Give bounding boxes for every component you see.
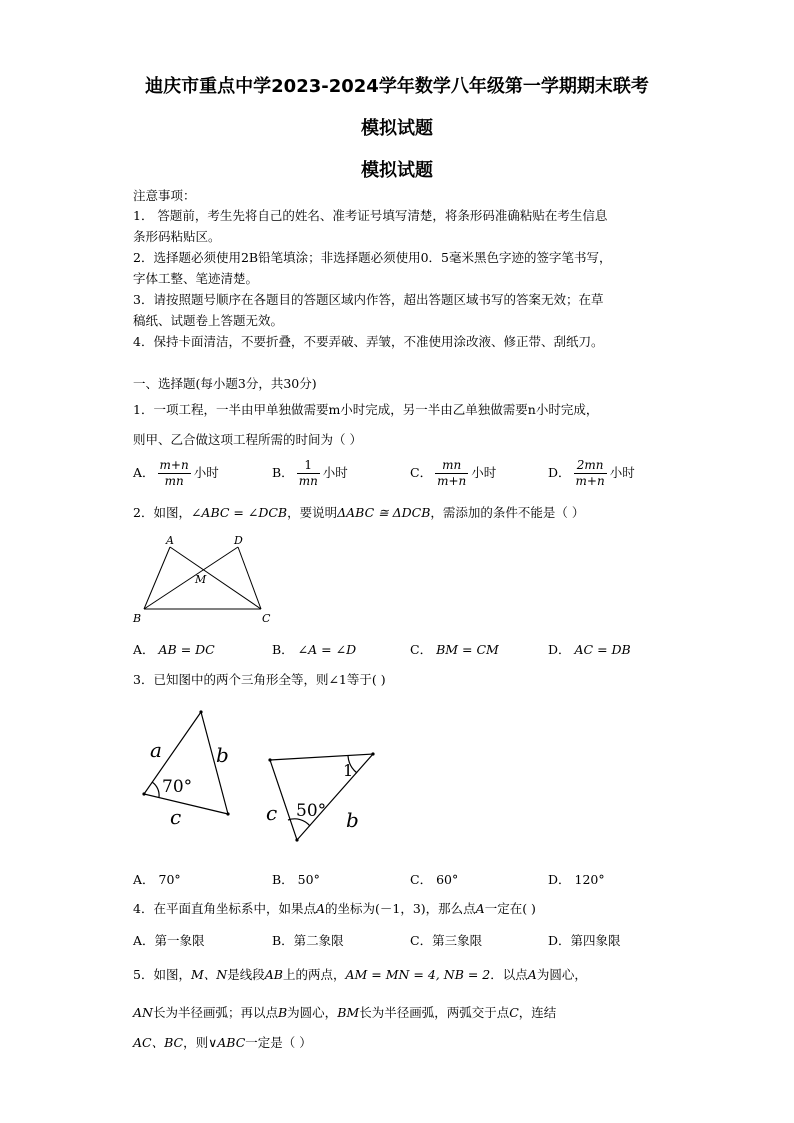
numerator: mn <box>435 458 468 474</box>
option-text: 70° <box>158 872 181 887</box>
option-text: BM = CM <box>436 642 499 657</box>
option-text: 120° <box>574 872 605 887</box>
q1-option-a[interactable] <box>133 458 219 489</box>
segment-dc <box>238 547 261 609</box>
label-b: B <box>133 612 142 625</box>
exam-subtitle-1: 模拟试题 <box>361 118 433 139</box>
note-3a: 3．请按照题号顺序在各题目的答题区域内作答，超出答题区域书写的答案无效；在草 <box>133 292 604 307</box>
exam-title: 迪庆市重点中学2023-2024学年数学八年级第一学期期末联考 <box>145 76 649 97</box>
angle-arc-70 <box>152 782 159 797</box>
option-text: AB = DC <box>158 642 215 657</box>
math: AB <box>264 967 283 982</box>
option-label: C． <box>410 642 433 657</box>
notes-heading: 注意事项： <box>133 188 196 203</box>
label-d: D <box>234 534 243 547</box>
q2-figure <box>128 532 278 627</box>
q4-mid: 的坐标为(－1，3)，那么点 <box>325 901 476 916</box>
numerator: 1 <box>297 458 320 474</box>
math: AN <box>133 1005 153 1020</box>
text: 长为半径画弧；再以点 <box>152 1005 278 1020</box>
option-label: A． <box>133 465 155 480</box>
math: AC、BC <box>133 1035 184 1050</box>
q3-option-b[interactable] <box>272 870 320 888</box>
option-text: 50° <box>297 872 320 887</box>
q5-line-1 <box>133 967 587 983</box>
q1-option-c[interactable] <box>410 458 496 489</box>
q5-line-3 <box>133 1035 312 1051</box>
fraction <box>435 458 468 489</box>
q2-pre: 2．如图， <box>133 505 191 520</box>
q2-option-c[interactable] <box>410 640 499 658</box>
label-c: C <box>262 612 271 625</box>
text: 上的两点， <box>282 967 346 982</box>
option-label: A． <box>133 642 155 657</box>
option-label: B． <box>272 465 294 480</box>
fraction <box>574 458 607 489</box>
side-b2-label: b <box>346 808 359 832</box>
q2-option-a[interactable] <box>133 640 215 658</box>
q1-option-b[interactable] <box>272 458 348 489</box>
q5-line-2 <box>133 1005 556 1021</box>
q4-option-c[interactable]: C．第三象限 <box>410 933 483 948</box>
option-text: ∠A = ∠D <box>297 642 357 657</box>
option-label: B． <box>272 642 294 657</box>
math: B <box>277 1005 288 1020</box>
label-m: M <box>195 573 207 586</box>
option-label: C． <box>410 872 433 887</box>
unit: 小时 <box>609 465 635 480</box>
text: 一定是（ ） <box>245 1035 312 1050</box>
text: ，则 <box>183 1035 209 1050</box>
q4-post: 一定在( ) <box>484 901 536 916</box>
unit: 小时 <box>193 465 219 480</box>
fraction <box>158 458 191 489</box>
q1-option-d[interactable] <box>548 458 635 489</box>
angle-50-label: 50° <box>296 801 327 821</box>
side-b-label: b <box>216 743 229 767</box>
text: 是线段 <box>227 967 265 982</box>
math: M、N <box>190 967 228 982</box>
q2-stem <box>133 505 584 521</box>
q4-option-d[interactable]: D．第四象限 <box>548 933 621 948</box>
text: 为圆心， <box>536 967 587 982</box>
fraction <box>297 458 320 489</box>
q3-stem: 3．已知图中的两个三角形全等，则∠1等于( ) <box>133 672 386 687</box>
text: 5．如图， <box>133 967 191 982</box>
q4-point: A <box>315 901 325 916</box>
option-label: D． <box>548 872 571 887</box>
text: 为圆心， <box>287 1005 338 1020</box>
q4-stem <box>133 901 536 917</box>
denominator: mn <box>164 474 184 488</box>
text: ，连结 <box>518 1005 557 1020</box>
option-label: D． <box>548 465 571 480</box>
denominator: mn <box>298 474 318 488</box>
angle-1-label: 1 <box>343 761 354 780</box>
option-text: 60° <box>436 872 459 887</box>
vertex <box>268 758 271 761</box>
q1-line-1: 1．一项工程，一半由甲单独做需要m小时完成，另一半由乙单独做需要n小时完成， <box>133 402 599 417</box>
section-heading: 一、选择题(每小题3分，共30分) <box>133 376 317 391</box>
vertex <box>142 792 145 795</box>
option-text: AC = DB <box>574 642 631 657</box>
vertex <box>226 812 229 815</box>
unit: 小时 <box>322 465 348 480</box>
q4-option-a[interactable]: A．第一象限 <box>133 933 205 948</box>
numerator: 2mn <box>574 458 607 474</box>
q1-line-2: 则甲、乙合做这项工程所需的时间为（ ） <box>133 432 362 447</box>
numerator: m+n <box>159 458 189 472</box>
math: A <box>527 967 537 982</box>
q3-figure <box>130 702 390 852</box>
q2-congruence: ΔABC ≅ ΔDCB <box>337 505 431 520</box>
label-a: A <box>166 534 174 547</box>
side-c2-label: c <box>266 801 278 825</box>
math: AM = MN = 4, NB = 2 <box>345 967 491 982</box>
q2-mid: ，要说明 <box>287 505 338 520</box>
option-label: B． <box>272 872 294 887</box>
vertex <box>295 838 298 841</box>
note-2a: 2．选择题必须使用2B铅笔填涂；非选择题必须使用0．5毫米黑色字迹的签字笔书写， <box>133 250 612 265</box>
option-label: D． <box>548 642 571 657</box>
q4-point-2: A <box>475 901 485 916</box>
q3-option-d[interactable] <box>548 870 605 888</box>
note-4: 4．保持卡面清洁，不要折叠，不要弄破、弄皱，不准使用涂改液、修正带、刮纸刀。 <box>133 334 604 349</box>
q3-option-a[interactable] <box>133 870 181 888</box>
math: BM <box>337 1005 360 1020</box>
note-1a: 1． 答题前，考生先将自己的姓名、准考证号填写清楚，将条形码准确粘贴在考生信息 <box>133 208 608 223</box>
segment-bd <box>144 547 238 609</box>
note-3b: 稿纸、试题卷上答题无效。 <box>133 313 284 328</box>
math: C <box>509 1005 519 1020</box>
q4-option-b[interactable]: B．第二象限 <box>272 933 344 948</box>
exam-subtitle-2: 模拟试题 <box>361 160 433 181</box>
q2-option-b[interactable] <box>272 640 356 658</box>
vertex <box>371 752 374 755</box>
option-label: A． <box>133 872 155 887</box>
side-a-label: a <box>150 738 162 762</box>
unit: 小时 <box>471 465 497 480</box>
segment-ba <box>144 547 170 609</box>
note-2b: 字体工整、笔迹清楚。 <box>133 271 259 286</box>
q2-post: ，需添加的条件不能是（ ） <box>430 505 585 520</box>
q4-pre: 4．在平面直角坐标系中，如果点 <box>133 901 316 916</box>
denominator: m+n <box>575 474 605 488</box>
note-1b: 条形码粘贴区。 <box>133 229 221 244</box>
side-c-label: c <box>170 805 182 829</box>
option-label: C． <box>410 465 433 480</box>
q2-condition: ∠ABC = ∠DCB <box>190 505 288 520</box>
q2-option-d[interactable] <box>548 640 631 658</box>
q3-option-c[interactable] <box>410 870 458 888</box>
text: 长为半径画弧，两弧交于点 <box>359 1005 510 1020</box>
angle-70-label: 70° <box>162 777 193 797</box>
vertex <box>199 710 202 713</box>
segment-ac <box>170 547 261 609</box>
text: ．以点 <box>490 967 528 982</box>
math: ∨ABC <box>208 1035 246 1050</box>
denominator: m+n <box>437 474 467 488</box>
